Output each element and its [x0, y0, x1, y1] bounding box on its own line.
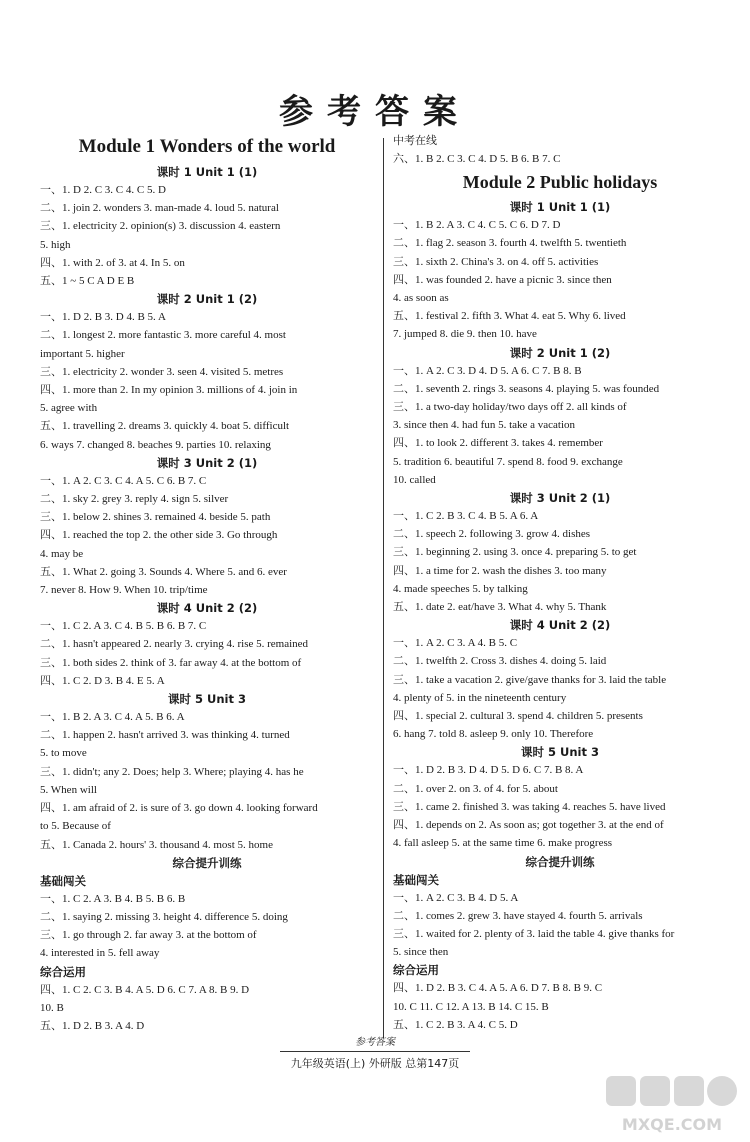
answer-line: 五、1. date 2. eat/have 3. What 4. why 5. Thank: [393, 601, 607, 614]
answer-line: 四、1. C 2. C 3. B 4. A 5. D 6. C 7. A 8. B 9. D: [40, 983, 250, 996]
answer-line: 四、1. reached the top 2. the other side 3. Go through: [40, 529, 278, 542]
answer-line: 一、1. B 2. A 3. C 4. C 5. C 6. D 7. D: [393, 219, 561, 232]
answer-line: 二、1. over 2. on 3. of 4. for 5. about: [393, 782, 558, 795]
section-heading: 基础闯关: [393, 872, 439, 887]
section-heading: 综合运用: [393, 963, 439, 978]
answer-line: 四、1. with 2. of 3. at 4. In 5. on: [40, 256, 185, 269]
answer-line: 4. plenty of 5. in the nineteenth century: [393, 691, 567, 704]
answer-line: 4. as soon as: [393, 292, 449, 305]
answer-line: 三、1. electricity 2. wonder 3. seen 4. visited 5. metres: [40, 365, 284, 378]
answer-line: 一、1. D 2. B 3. D 4. B 5. A: [40, 311, 166, 324]
answer-line: 三、1. sixth 2. China's 3. on 4. off 5. activities: [393, 255, 599, 268]
answer-line: important 5. higher: [40, 347, 125, 360]
section-heading: 综合运用: [40, 964, 86, 979]
answer-line: 一、1. D 2. C 3. C 4. C 5. D: [40, 184, 166, 196]
exam-online-label: 中考在线: [393, 134, 437, 147]
left-answer-list: [40, 163, 374, 1035]
answer-line: 一、1. A 2. C 3. D 4. D 5. A 6. C 7. B 8. B: [393, 364, 582, 377]
answer-line: 一、1. A 2. C 3. B 4. D 5. A: [393, 891, 519, 904]
answer-line: 一、1. C 2. A 3. B 4. B 5. B 6. B: [40, 892, 186, 905]
answer-line: 四、1. more than 2. In my opinion 3. millions of 4. join in: [40, 384, 298, 397]
answer-line: 五、1. What 2. going 3. Sounds 4. Where 5. and 6. ever: [40, 565, 287, 578]
left-column: [40, 132, 374, 1035]
answer-line: 6. ways 7. changed 8. beaches 9. parties 10. relaxing: [40, 438, 271, 451]
answer-line: 一、1. C 2. A 3. C 4. B 5. B 6. B 7. C: [40, 620, 207, 633]
watermark-text: MXQE.COM: [621, 1115, 723, 1134]
answer-line: 5. since then: [393, 946, 449, 959]
answer-line: 五、1. C 2. B 3. A 4. C 5. D: [393, 1018, 518, 1031]
answer-line: 四、1. am afraid of 2. is sure of 3. go down 4. looking forward: [40, 802, 318, 815]
answer-line: 二、1. saying 2. missing 3. height 4. difference 5. doing: [40, 910, 288, 923]
answer-line: 二、1. flag 2. season 3. fourth 4. twelfth 5. twentieth: [393, 237, 627, 250]
answer-line: 10. called: [393, 473, 436, 486]
answer-line: 一、1. A 2. C 3. C 4. A 5. C 6. B 7. C: [40, 474, 207, 487]
answer-line: 四、1. special 2. cultural 3. spend 4. children 5. presents: [393, 710, 643, 723]
answer-line: 三、1. below 2. shines 3. remained 4. beside 5. path: [40, 511, 271, 524]
answer-line: 五、1. festival 2. fifth 3. What 4. eat 5. Why 6. lived: [393, 310, 626, 323]
answer-line: 四、1. D 2. B 3. C 4. A 5. A 6. D 7. B 8. B 9. C: [393, 982, 603, 995]
answer-line: 5. to move: [40, 747, 87, 760]
module-1-title: Module 1 Wonders of the world: [78, 136, 336, 157]
answer-line: 3. since then 4. had fun 5. take a vacation: [393, 419, 576, 432]
answer-line: 二、1. sky 2. grey 3. reply 4. sign 5. silver: [40, 493, 229, 506]
answer-line: to 5. Because of: [40, 820, 111, 833]
answer-line: 二、1. comes 2. grew 3. have stayed 4. fourth 5. arrivals: [393, 909, 643, 922]
answer-site-logo-icon: [602, 1072, 742, 1138]
column-divider: [383, 138, 384, 1038]
answer-line: 三、1. a two-day holiday/two days off 2. all kinds of: [393, 401, 627, 414]
lesson-heading: 课时 4 Unit 2 (2): [156, 601, 258, 616]
answer-line: 三、1. came 2. finished 3. was taking 4. reaches 5. have lived: [393, 800, 666, 813]
lesson-heading: 课时 5 Unit 3: [521, 745, 599, 760]
right-answer-list: [393, 198, 727, 1034]
answer-line: 一、1. C 2. B 3. C 4. B 5. A 6. A: [393, 510, 539, 523]
lesson-heading: 课时 4 Unit 2 (2): [509, 618, 611, 633]
answer-line: 三、1. take a vacation 2. give/gave thanks for 3. laid the table: [393, 673, 667, 686]
lesson-heading: 课时 3 Unit 2 (1): [509, 491, 611, 506]
running-head: 参考答案: [355, 1037, 395, 1048]
answer-line: 五、1 ~ 5 C A D E B: [40, 275, 135, 288]
answer-line: 四、1. C 2. D 3. B 4. E 5. A: [40, 674, 165, 687]
answer-line: 六、1. B 2. C 3. C 4. D 5. B 6. B 7. C: [393, 153, 561, 165]
answer-line: 四、1. depends on 2. As soon as; got together 3. at the end of: [393, 819, 664, 832]
answer-line: 二、1. seventh 2. rings 3. seasons 4. playing 5. was founded: [393, 382, 660, 395]
page-footer: [0, 1036, 750, 1071]
lesson-heading: 课时 1 Unit 1 (1): [156, 165, 258, 179]
lesson-heading: 综合提升训练: [172, 855, 242, 870]
lesson-heading: 课时 3 Unit 2 (1): [156, 455, 258, 470]
answer-line: 7. jumped 8. die 9. then 10. have: [393, 328, 537, 341]
answer-line: 4. fall asleep 5. at the same time 6. make progress: [393, 837, 613, 850]
page-title: 参考答案: [279, 92, 471, 132]
answer-line: 一、1. A 2. C 3. A 4. B 5. C: [393, 637, 518, 650]
answer-line: 三、1. beginning 2. using 3. once 4. preparing 5. to get: [393, 546, 637, 559]
lesson-heading: 课时 2 Unit 1 (2): [509, 345, 611, 360]
answer-line: 五、1. Canada 2. hours' 3. thousand 4. most 5. home: [40, 838, 273, 851]
footer-rule: [280, 1051, 470, 1052]
answer-line: 四、1. was founded 2. have a picnic 3. since then: [393, 273, 612, 286]
lesson-heading: 课时 5 Unit 3: [168, 692, 246, 707]
answer-line: 五、1. D 2. B 3. A 4. D: [40, 1019, 145, 1032]
lesson-heading: 课时 2 Unit 1 (2): [156, 292, 258, 307]
answer-line: 一、1. B 2. A 3. C 4. A 5. B 6. A: [40, 711, 185, 724]
answer-line: 5. high: [40, 238, 71, 251]
page-number-line: 九年级英语(上) 外研版 总第147页: [290, 1057, 460, 1070]
lesson-heading: 课时 1 Unit 1 (1): [509, 200, 611, 215]
answer-line: 一、1. D 2. B 3. D 4. D 5. D 6. C 7. B 8. A: [393, 764, 584, 777]
answer-line: 6. hang 7. told 8. asleep 9. only 10. Therefore: [393, 728, 594, 741]
section-heading: 基础闯关: [40, 873, 86, 888]
answer-line: 10. B: [40, 1001, 64, 1014]
answer-line: 二、1. happen 2. hasn't arrived 3. was thinking 4. turned: [40, 729, 290, 742]
answer-line: 二、1. speech 2. following 3. grow 4. dishes: [393, 528, 591, 541]
answer-line: 5. When will: [40, 783, 97, 796]
answer-line: 三、1. electricity 2. opinion(s) 3. discussion 4. eastern: [40, 220, 281, 233]
answer-line: 4. made speeches 5. by talking: [393, 582, 528, 595]
answer-line: 二、1. twelfth 2. Cross 3. dishes 4. doing 5. laid: [393, 655, 607, 668]
answer-line: 二、1. join 2. wonders 3. man-made 4. loud 5. natural: [40, 202, 279, 215]
answer-line: 7. never 8. How 9. When 10. trip/time: [40, 584, 208, 597]
answer-line: 五、1. travelling 2. dreams 3. quickly 4. boat 5. difficult: [40, 420, 290, 433]
answer-line: 5. tradition 6. beautiful 7. spend 8. food 9. exchange: [393, 455, 623, 468]
answer-line: 4. may be: [40, 547, 84, 560]
answer-line: 二、1. hasn't appeared 2. nearly 3. crying 4. rise 5. remained: [40, 638, 309, 651]
lesson-heading: 综合提升训练: [525, 854, 595, 869]
answer-line: 三、1. waited for 2. plenty of 3. laid the table 4. give thanks for: [393, 927, 675, 940]
answer-line: 三、1. go through 2. far away 3. at the bottom of: [40, 929, 257, 942]
answer-line: 四、1. to look 2. different 3. takes 4. remember: [393, 437, 603, 450]
module-2-title: Module 2 Public holidays: [462, 172, 658, 193]
answer-line: 4. interested in 5. fell away: [40, 947, 160, 960]
answer-line: 三、1. didn't; any 2. Does; help 3. Where; playing 4. has he: [40, 765, 304, 778]
answer-line: 二、1. longest 2. more fantastic 3. more careful 4. most: [40, 329, 286, 342]
right-column: [393, 132, 727, 1034]
answer-line: 四、1. a time for 2. wash the dishes 3. too many: [393, 564, 607, 577]
answer-line: 三、1. both sides 2. think of 3. far away 4. at the bottom of: [40, 656, 302, 669]
answer-line: 5. agree with: [40, 402, 98, 415]
answer-line: 10. C 11. C 12. A 13. B 14. C 15. B: [393, 1000, 549, 1013]
